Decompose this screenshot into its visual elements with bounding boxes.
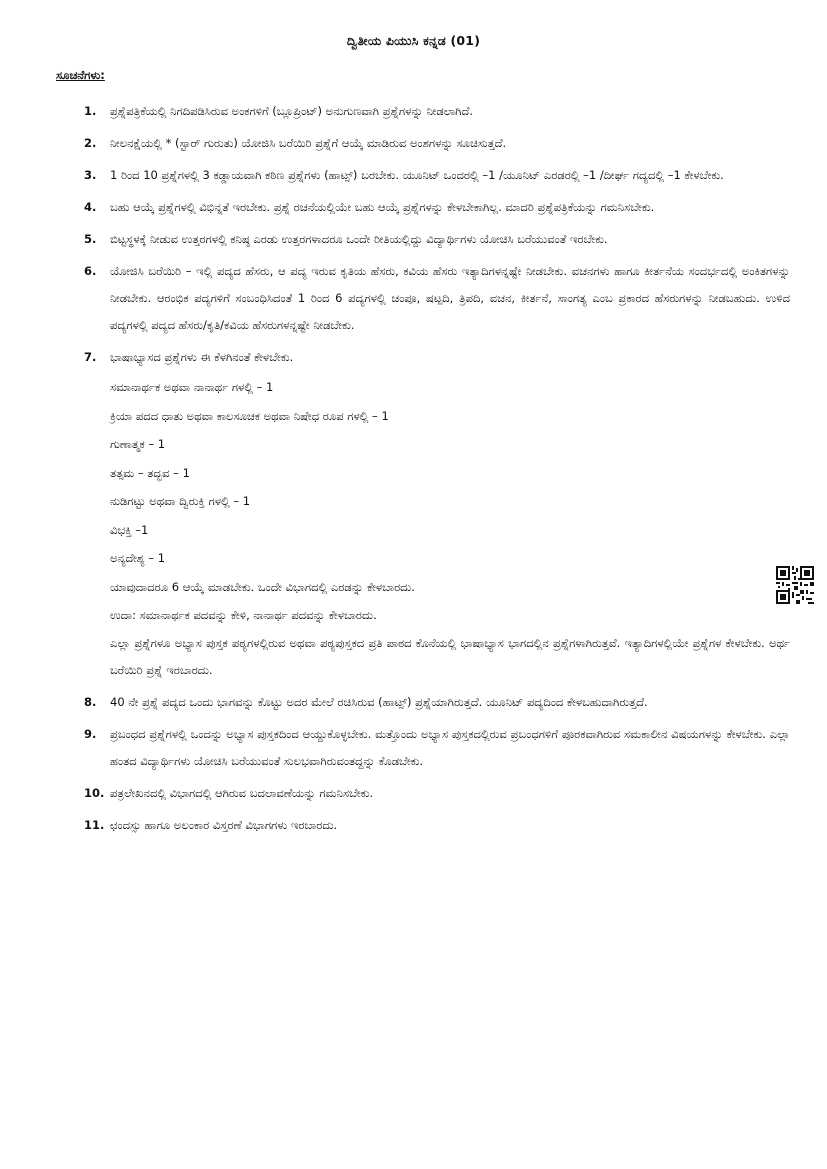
instruction-item: [84, 344, 790, 684]
item-number: 1.: [84, 104, 97, 118]
item-number: 8.: [84, 694, 97, 709]
instruction-item: [84, 98, 790, 125]
item-text: 1 ರಿಂದ 10 ಪ್ರಶ್ನೆಗಳಲ್ಲಿ 3 ಕಡ್ಡಾಯವಾಗಿ ಕಠಿಣ ಪ್ರಶ್ನೆಗಳು (ಹಾಟ್ಸ್) ಬರಬೇಕು. ಯೂನಿಟ್ ಒಂದರಲ್ಲಿ –1 /ಯೂನಿಟ್ ಎರಡರಲ್ಲಿ –1 /ದೀರ್ಘ ಗದ್ಯದಲ್ಲಿ –1 ಕೇಳಬೇಕು.: [110, 168, 724, 182]
instruction-item: [84, 812, 790, 839]
sub-line: ಕ್ರಿಯಾ ಪದದ ಧಾತು ಅಥವಾ ಕಾಲಸೂಚಕ ಅಥವಾ ನಿಷೇಧ ರೂಪ ಗಳಲ್ಲಿ – 1: [110, 408, 389, 423]
item-number: 11.: [84, 817, 105, 832]
instruction-item: [84, 258, 790, 339]
instruction-item: [84, 226, 790, 253]
item-number: 4.: [84, 200, 97, 214]
item-text: ನೀಲನಕ್ಷೆಯಲ್ಲಿ * (ಸ್ಟಾರ್ ಗುರುತು) ಯೋಜಿಸಿ ಬರೆಯಿರಿ ಪ್ರಶ್ನೆಗೆ ಆಯ್ಕೆ ಮಾಡಿರುವ ಅಂಶಗಳನ್ನು ಸೂಚಿಸುತ್ತದೆ.: [110, 136, 507, 150]
language-exercise-sublist: [110, 373, 790, 684]
instruction-item: [84, 194, 790, 221]
item-number: 10.: [84, 785, 105, 800]
sub-line: ತತ್ಸಮ – ತದ್ಭವ – 1: [110, 465, 190, 480]
sub-line: ಯಾವುದಾದರೂ 6 ಆಯ್ಕೆ ಮಾಡಬೇಕು. ಒಂದೇ ವಿಭಾಗದಲ್ಲಿ ಎರಡನ್ನು ಕೇಳಬಾರದು.: [110, 579, 415, 594]
item-text: ಪತ್ರಲೇಖನದಲ್ಲಿ ವಿಭಾಗದಲ್ಲಿ ಆಗಿರುವ ಬದಲಾವಣೆಯನ್ನು ಗಮನಿಸಬೇಕು.: [110, 785, 374, 800]
item-text: ಪ್ರಬಂಧದ ಪ್ರಶ್ನೆಗಳಲ್ಲಿ ಒಂದನ್ನು ಅಭ್ಯಾಸ ಪುಸ್ತಕದಿಂದ ಆಯ್ದುಕೊಳ್ಳಬೇಕು. ಮತ್ತೊಂದು ಅಭ್ಯಾಸ ಪುಸ್ತಕದಲ್ಲಿರುವ ಪ್ರಬಂಧಗಳಿಗೆ ಪೂರಕವಾಗಿರುವ ಸಮಕಾಲೀನ ವಿಷಯಗಳನ್ನು ಕೇಳಬೇಕು. ಎಲ್ಲಾ ಹಂತದ ವಿದ್ಯಾರ್ಥಿಗಳು ಯೋಚಿಸಿ ಬರೆಯುವಂತೆ ಸುಲಭವಾಗಿರುವಂತದ್ದನ್ನು ಕೊಡಬೇಕು.: [110, 726, 790, 768]
instructions-heading: ಸೂಚನೆಗಳು:: [56, 68, 105, 82]
item-text: 40 ನೇ ಪ್ರಶ್ನೆ ಪದ್ಯದ ಒಂದು ಭಾಗವನ್ನು ಕೊಟ್ಟು ಅದರ ಮೇಲೆ ರಚಿಸಿರುವ (ಹಾಟ್ಸ್) ಪ್ರಶ್ನೆಯಾಗಿರುತ್ತದೆ. ಯೂನಿಟ್ ಪದ್ಯದಿಂದ ಕೇಳಬಹುದಾಗಿರುತ್ತದೆ.: [110, 694, 648, 709]
sub-line: ಉದಾ: ಸಮಾನಾರ್ಥಕ ಪದವನ್ನು ಕೇಳಿ, ನಾನಾರ್ಥ ಪದವನ್ನು ಕೇಳಬಾರದು.: [110, 608, 377, 622]
item-text: ಭಾಷಾಭ್ಯಾಸದ ಪ್ರಶ್ನೆಗಳು ಈ ಕೆಳಗಿನಂತೆ ಕೇಳಬೇಕು.: [110, 350, 294, 364]
sub-line: ಗುಣಾತ್ಮಕ – 1: [110, 437, 166, 451]
sub-paragraph: ಎಲ್ಲಾ ಪ್ರಶ್ನೆಗಳೂ ಅಭ್ಯಾಸ ಪುಸ್ತಕ ಪಠ್ಯಗಳಲ್ಲಿರುವ ಅಥವಾ ಪಠ್ಯಪುಸ್ತಕದ ಪ್ರತಿ ಪಾಠದ ಕೊನೆಯಲ್ಲಿ ಭಾಷಾಭ್ಯಾಸ ಭಾಗದಲ್ಲಿನ ಪ್ರಶ್ನೆಗಳಾಗಿರುತ್ತವೆ. ಇತ್ಯಾದಿಗಳಲ್ಲಿಯೇ ಪ್ರಶ್ನೆಗಳ ಕೇಳಬೇಕು. ಅರ್ಥ ಬರೆಯಿರಿ ಪ್ರಶ್ನೆ ಇರಬಾರದು.: [110, 635, 790, 677]
item-text: ಬಹು ಆಯ್ಕೆ ಪ್ರಶ್ನೆಗಳಲ್ಲಿ ವಿಭಿನ್ನತೆ ಇರಬೇಕು. ಪ್ರಶ್ನೆ ರಚನೆಯಲ್ಲಿಯೇ ಬಹು ಆಯ್ಕೆ ಪ್ರಶ್ನೆಗಳನ್ನು ಕೇಳಬೇಕಾಗಿಲ್ಲ. ಮಾದರಿ ಪ್ರಶ್ನೆಪತ್ರಿಕೆಯನ್ನು ಗಮನಿಸಬೇಕು.: [110, 200, 655, 214]
item-text: ಪ್ರಶ್ನೆಪತ್ರಿಕೆಯಲ್ಲಿ ನಿಗದಿಪಡಿಸಿರುವ ಅಂಕಗಳಿಗೆ (ಬ್ಲೂಪ್ರಿಂಟ್) ಅನುಗುಣವಾಗಿ ಪ್ರಶ್ನೆಗಳನ್ನು ನೀಡಲಾಗಿದೆ.: [110, 104, 473, 118]
item-number: 7.: [84, 350, 97, 364]
item-text: ಬಿಟ್ಟಸ್ಥಳಕ್ಕೆ ನೀಡುವ ಉತ್ತರಗಳಲ್ಲಿ ಕನಿಷ್ಠ ಎರಡು ಉತ್ತರಗಳಾದರೂ ಒಂದೇ ರೀತಿಯಲ್ಲಿದ್ದು ವಿದ್ಯಾರ್ಥಿಗಳು ಯೋಚಿಸಿ ಬರೆಯುವಂತೆ ಇರಬೇಕು.: [110, 232, 608, 246]
item-text: ಯೋಜಿಸಿ ಬರೆಯಿರಿ – ಇಲ್ಲಿ ಪದ್ಯದ ಹೆಸರು, ಆ ಪದ್ಯ ಇರುವ ಕೃತಿಯ ಹೆಸರು, ಕವಿಯ ಹೆಸರು ಇತ್ಯಾದಿಗಳನ್ನಷ್ಟೇ ನೀಡಬೇಕು. ವಚನಗಳು ಹಾಗೂ ಕೀರ್ತನೆಯ ಸಂದರ್ಭದಲ್ಲಿ ಅಂಕಿತಗಳನ್ನು ನೀಡಬೇಕು. ಆರಂಭಿಕ ಪದ್ಯಗಳಿಗೆ ಸಂಬಂಧಿಸಿದಂತೆ 1 ರಿಂದ 6 ಪದ್ಯಗಳಲ್ಲಿ ಚಂಪೂ, ಷಟ್ಪದಿ, ತ್ರಿಪದಿ, ವಚನ, ಕೀರ್ತನೆ, ಸಾಂಗತ್ಯ ಎಂಬ ಪ್ರಕಾರದ ಹೆಸರುಗಳನ್ನು ನೀಡಬಹುದು. ಉಳಿದ ಪದ್ಯಗಳಲ್ಲಿ ಪದ್ಯದ ಹೆಸರು/ಕೃತಿ/ಕವಿಯ ಹೆಸರುಗಳನ್ನಷ್ಟೇ ನೀಡಬೇಕು.: [110, 264, 790, 332]
sub-line: ಸಮಾನಾರ್ಥಕ ಅಥವಾ ನಾನಾರ್ಥ ಗಳಲ್ಲಿ – 1: [110, 380, 274, 394]
instruction-item: [84, 130, 790, 157]
item-number: 2.: [84, 136, 97, 150]
item-number: 3.: [84, 168, 97, 182]
instructions-list: [84, 98, 790, 844]
instruction-item: [84, 780, 790, 807]
instruction-item: [84, 689, 790, 716]
instruction-item: [84, 162, 790, 189]
sub-line: ನುಡಿಗಟ್ಟು ಅಥವಾ ದ್ವಿರುಕ್ತಿ ಗಳಲ್ಲಿ – 1: [110, 494, 251, 508]
item-number: 5.: [84, 232, 97, 246]
item-number: 9.: [84, 726, 97, 741]
instruction-item: [84, 721, 790, 775]
item-number: 6.: [84, 264, 97, 278]
sub-line: ಅನ್ಯದೇಶ್ಯ – 1: [110, 551, 166, 565]
document-title: ದ್ವಿತೀಯ ಪಿಯುಸಿ ಕನ್ನಡ (01): [346, 33, 481, 48]
sub-line: ವಿಭಕ್ತಿ –1: [110, 522, 149, 537]
qr-code-icon: [776, 566, 814, 604]
item-text: ಛಂದಸ್ಸು ಹಾಗೂ ಅಲಂಕಾರ ವಿಸ್ತರಣೆ ವಿಭಾಗಗಳು ಇರಬಾರದು.: [110, 817, 338, 832]
